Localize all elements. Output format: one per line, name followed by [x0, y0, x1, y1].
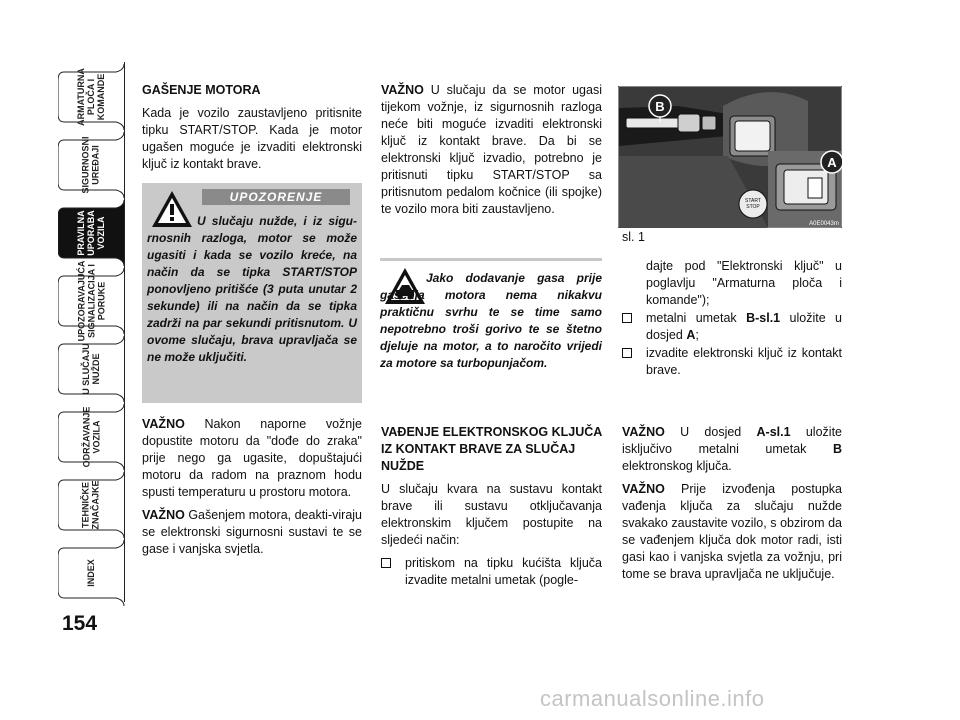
- column-1: [142, 82, 362, 173]
- nav-tab-label: SIGURNOSNI UREĐAJI: [80, 136, 101, 194]
- section-heading-emergency: VAĐENJE ELEKTRONSKOG KLJUČA IZ KONTAKT BRAVE ZA SLUČAJ NUŽDE: [381, 425, 602, 473]
- nav-tab-emergency[interactable]: [58, 336, 124, 402]
- nav-tab-warning-signals[interactable]: [58, 260, 124, 342]
- nav-tab-maintenance[interactable]: [58, 404, 124, 470]
- nav-tab-label: ARMATURNA PLOČA I KOMANDE: [75, 68, 106, 126]
- list-item: metalni umetak B-sl.1 uložite u dosjed A;: [622, 310, 842, 344]
- figure-caption: sl. 1: [622, 230, 645, 244]
- checkbox-bullet-icon: [381, 558, 391, 568]
- figure-label-b: B: [655, 99, 665, 114]
- note-engine-stall: VAŽNO U slučaju da se motor ugasi tijekom vožnje, iz sigurnosnih razloga neće biti moguće izvaditi elektronski ključ iz kontakt brave. Da bi se elektronski ključ izvadio, potrebno je pritisnuti tipku START/STOP sa pritisnutom pedalom kočnice (ili spojke) te vozilo mora biti zaustavljeno.: [381, 83, 602, 216]
- emergency-paragraph: U slučaju kvara na sustavu kontakt brave ili sustavu otključavanja elektronskim ključem postupite na sljedeći način:: [381, 482, 602, 547]
- page-number: 154: [62, 612, 98, 635]
- nav-tab-label: ODRŽAVANJE VOZILA: [80, 406, 101, 468]
- checkbox-bullet-icon: [622, 313, 632, 323]
- column-2-emergency: [381, 424, 602, 589]
- figure-code: A0E0043m: [809, 221, 839, 227]
- column-3-notes: [622, 424, 842, 583]
- warning-text: U slučaju nužde, i iz sigu-rnosnih razloga, motor se može ugasiti i kada se vozilo kreće, na način da se tipka START/STOP ponovljeno pritišće (3 puta unutar 2 sekunde) ili na način da se tipka zadrži na par sekundi pritisnutom. U ovome slučaju, brava upravljača se ne može uključiti.: [147, 214, 357, 364]
- note-cooldown: VAŽNO Nakon naporne vožnje dopustite motoru da "dođe do zraka" prije nego ga ugasite, dopuštajući motoru da radom na praznom hodu spusti temperaturu u prostoru motora.: [142, 417, 362, 499]
- note-before-procedure: VAŽNO Prije izvođenja postupka vađenja ključa za slučaju nužde svakako zaustavite vozilo, s obzirom da se vađenjem ključa dok motor radi, isti gasi kao i vanjska svjetla za vožnju, pri tome se brava upravljača ne uključuje.: [622, 482, 842, 581]
- nav-tab-instrument-panel[interactable]: [58, 64, 124, 130]
- nav-tab-label: INDEX: [85, 559, 96, 587]
- nav-tab-index[interactable]: [58, 540, 124, 606]
- list-item: pritiskom na tipku kućišta ključa izvadite metalni umetak (pogle-: [381, 555, 602, 589]
- column-1-notes: [142, 416, 362, 558]
- figure-label-a: A: [827, 155, 837, 170]
- nav-tab-safety-devices[interactable]: [58, 132, 124, 198]
- nav-tab-correct-use[interactable]: [58, 200, 124, 266]
- nav-tab-label: UPOZORAVAJUĆA SIGNALIZACIJA I PORUKE: [76, 260, 107, 342]
- checkbox-bullet-icon: [622, 348, 632, 358]
- svg-text:STOP: STOP: [746, 204, 760, 210]
- engine-off-paragraph: Kada je vozilo zaustavljeno pritisnite tipku START/STOP. Kada je motor ugašen moguće je izvaditi elektronski ključ iz kontakt brave.: [142, 106, 362, 171]
- separator: [380, 258, 602, 261]
- list-item: dajte pod "Elektronski ključ" u poglavlju "Armaturna ploča i komande");: [646, 259, 842, 307]
- column-3: [622, 258, 842, 379]
- nav-tab-technical-specs[interactable]: [58, 472, 124, 538]
- warning-title: UPOZORENJE: [202, 189, 350, 205]
- section-heading-engine-off: GAŠENJE MOTORA: [142, 83, 261, 97]
- note-deactivate: VAŽNO Gašenjem motora, deakti-viraju se elektronski sigurnosni sustavi te se gase i vanjska svjetla.: [142, 508, 362, 556]
- figure-ignition-illustration: [618, 86, 842, 228]
- nav-tab-label: PRAVILNA UPORABA VOZILA: [75, 210, 106, 256]
- warning-box: [142, 183, 362, 403]
- list-item: izvadite elektronski ključ iz kontakt brave.: [622, 345, 842, 379]
- eco-note: Jako dodavanje gasa prije gašenja motora nema nikakvu praktičnu svrhu te se time samo nepotrebno troši gorivo te se štetno djeluje na motor, a to naročito vrijedi za motore sa turbopunjačom.: [380, 271, 602, 370]
- nav-tab-label: U SLUČAJU NUŽDE: [80, 343, 101, 395]
- nav-tab-label: TEHNIČKE ZNAČAJKE: [80, 480, 101, 530]
- note-slot: VAŽNO U dosjed A-sl.1 uložite isključivo metalni umetak B elektronskog ključa.: [622, 425, 842, 473]
- svg-text:START: START: [745, 198, 761, 204]
- watermark: carmanualsonline.info: [540, 686, 765, 711]
- column-2: [381, 82, 602, 218]
